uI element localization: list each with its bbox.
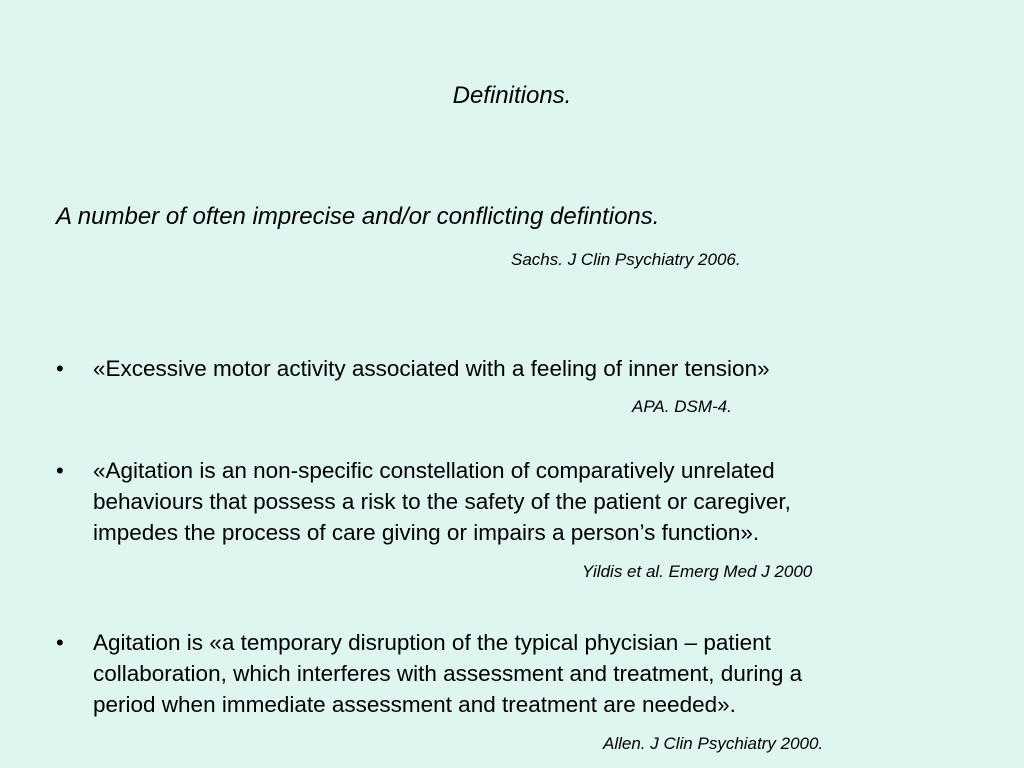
bullet-text xyxy=(93,455,923,548)
bullet-text xyxy=(93,627,923,720)
bullet-line: Agitation is «a temporary disruption of the typical phycisian – patient xyxy=(93,630,771,655)
slide-title: Definitions. xyxy=(452,82,572,109)
bullet-marker: • xyxy=(56,630,64,655)
bullet-marker: • xyxy=(56,458,64,483)
intro-text: A number of often imprecise and/or conflicting defintions. xyxy=(56,203,660,230)
bullet-line: «Agitation is an non-specific constellation of comparatively unrelated xyxy=(93,458,775,483)
bullet-line: behaviours that possess a risk to the safety of the patient or caregiver, xyxy=(93,489,791,514)
bullet-line: collaboration, which interferes with assessment and treatment, during a xyxy=(93,661,803,686)
bullet-line: impedes the process of care giving or impairs a person’s function». xyxy=(93,520,760,545)
bullet-citation: APA. DSM-4. xyxy=(632,397,732,416)
bullet-citation: Yildis et al. Emerg Med J 2000 xyxy=(582,562,813,581)
bullet-text xyxy=(93,353,923,384)
bullet-citation: Allen. J Clin Psychiatry 2000. xyxy=(603,734,824,753)
bullet-line: «Excessive motor activity associated with a feeling of inner tension» xyxy=(93,356,770,381)
intro-citation: Sachs. J Clin Psychiatry 2006. xyxy=(511,250,741,269)
bullet-marker: • xyxy=(56,356,64,381)
bullet-line: period when immediate assessment and treatment are needed». xyxy=(93,692,736,717)
